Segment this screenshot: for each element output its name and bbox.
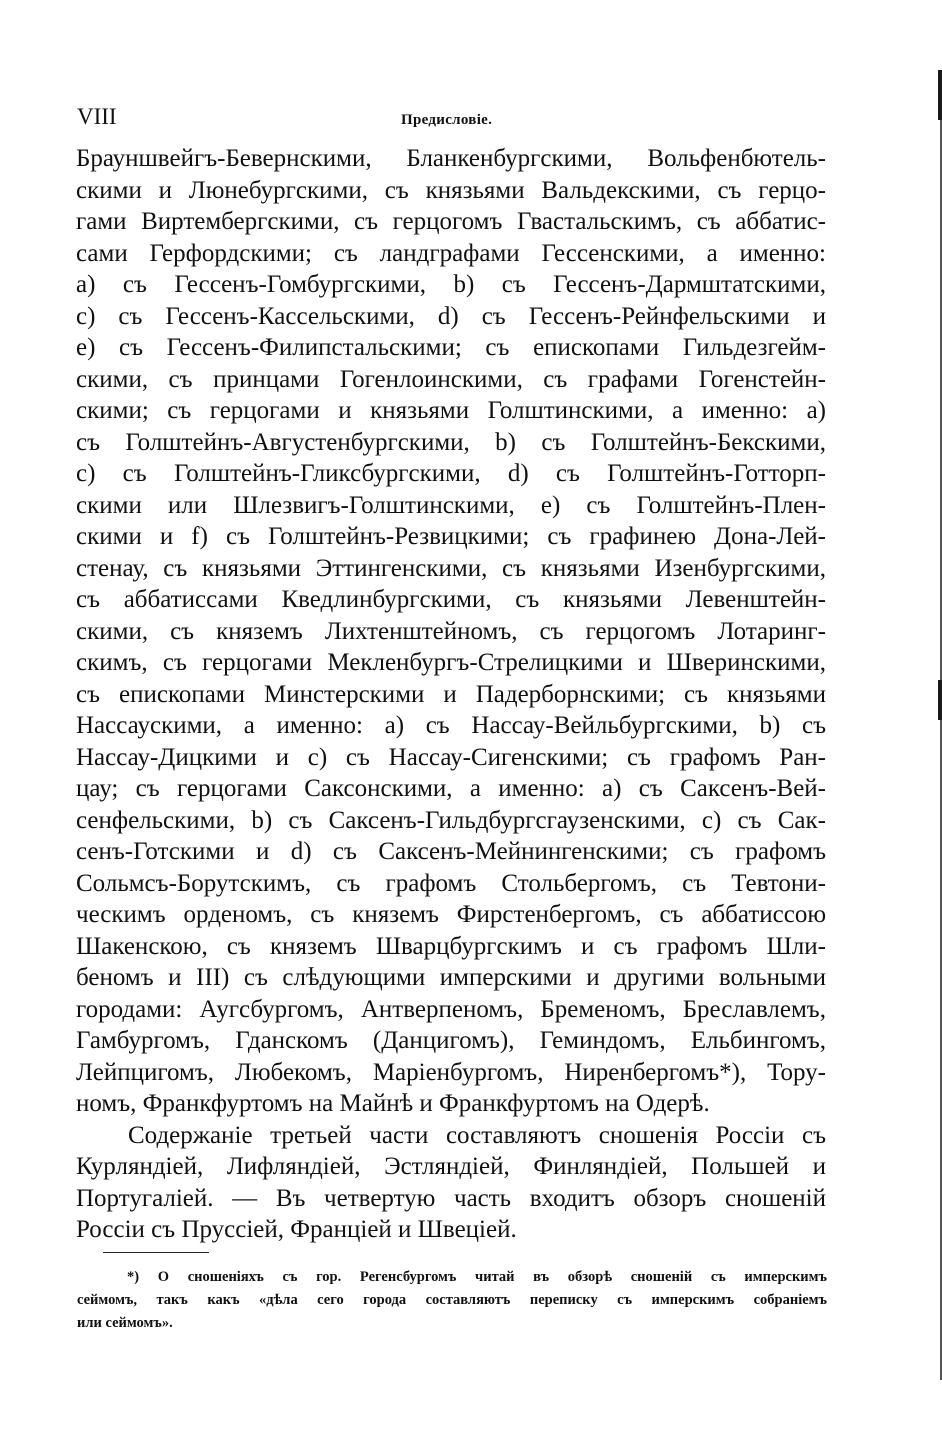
- text-line: Курляндіей, Лифляндіей, Эстляндіей, Финляндіей, Польшей и: [76, 1153, 826, 1180]
- footnote: [77, 1266, 827, 1335]
- running-title: Предисловіе.: [401, 112, 493, 128]
- text-line: сенъ-Готскими и d) съ Саксенъ-Мейнингенскими; съ графомъ: [76, 838, 826, 865]
- footnote-line: сеймомъ, такъ какъ «дѣла сего города составляютъ переписку съ имперскимъ собраніемъ: [77, 1292, 827, 1308]
- text-line: Португаліей. — Въ четвертую часть входитъ обзоръ сношеній: [76, 1184, 826, 1212]
- footnote-divider: [103, 1252, 209, 1253]
- text-line: Лейпцигомъ, Любекомъ, Маріенбургомъ, Ниренбергомъ*), Тору-: [76, 1058, 826, 1086]
- footnote-line: или сеймомъ».: [77, 1315, 173, 1331]
- footnote-line: *) О сношеніяхъ съ гор. Регенсбургомъ читай въ обзорѣ сношеній съ имперскимъ: [127, 1269, 827, 1285]
- text-line: городами: Аугсбургомъ, Антверпеномъ, Бременомъ, Бреславлемъ,: [76, 995, 826, 1023]
- text-line: цау; съ герцогами Саксонскими, а именно: a) съ Саксенъ-Вей-: [76, 775, 826, 802]
- paragraph-start-line: Содержаніе третьей части составляютъ сношенія Россіи съ: [128, 1121, 826, 1149]
- text-line: скими, съ принцами Гогенлоинскими, съ графами Гогенстейн-: [76, 365, 826, 393]
- body-text: [76, 143, 826, 1246]
- text-line: Нассаускими, а именно: a) съ Нассау-Вейльбургскими, b) съ: [76, 712, 826, 739]
- scan-edge-mark: [938, 70, 942, 120]
- text-line: стенау, съ князьями Эттингенскими, съ князьями Изенбургскими,: [76, 554, 826, 582]
- text-line: Гамбургомъ, Гданскомъ (Данцигомъ), Геминдомъ, Ельбингомъ,: [76, 1027, 826, 1054]
- text-line: съ епископами Минстерскими и Падерборнскими; съ князьями: [76, 680, 826, 708]
- scan-edge-mark: [938, 680, 942, 720]
- text-line: e) съ Гессенъ-Филипстальскими; съ епископами Гильдезгейм-: [76, 334, 826, 361]
- text-line: съ аббатиссами Кведлинбургскими, съ князьями Левенштейн-: [76, 586, 826, 613]
- text-line: Россіи съ Пруссіей, Франціей и Швеціей.: [76, 1216, 517, 1243]
- text-line: скими и f) съ Голштейнъ-Резвицкими; съ графинею Дона-Лей-: [76, 523, 826, 550]
- text-line: c) съ Голштейнъ-Гликсбургскими, d) съ Голштейнъ-Готторп-: [76, 460, 826, 487]
- text-line: скимъ, съ герцогами Мекленбургъ-Стрелицкими и Шверинскими,: [76, 649, 826, 676]
- text-line: гами Виртембергскими, съ герцогомъ Гвастальскимъ, съ аббатис-: [76, 208, 826, 235]
- text-line: a) съ Гессенъ-Гомбургскими, b) съ Гессенъ-Дармштатскими,: [76, 271, 826, 298]
- text-line: съ Голштейнъ-Августенбургскими, b) съ Голштейнъ-Бекскими,: [76, 428, 826, 456]
- text-line: скими, съ княземъ Лихтенштейномъ, съ герцогомъ Лотаринг-: [76, 617, 826, 645]
- text-line: Сольмсъ-Борутскимъ, съ графомъ Стольбергомъ, съ Тевтони-: [76, 869, 826, 897]
- text-line: скими или Шлезвигъ-Голштинскими, e) съ Голштейнъ-Плен-: [76, 491, 826, 519]
- text-line: номъ, Франкфуртомъ на Майнѣ и Франкфуртомъ на Одерѣ.: [76, 1090, 710, 1117]
- text-line: беномъ и III) съ слѣдующими имперскими и другими вольными: [76, 964, 826, 991]
- text-line: c) съ Гессенъ-Кассельскими, d) съ Гессенъ-Рейнфельскими и: [76, 302, 826, 330]
- page-number: VIII: [77, 104, 117, 129]
- text-line: сами Герфордскими; съ ландграфами Гессенскими, а именно:: [76, 239, 826, 267]
- text-line: Нассау-Дицкими и c) съ Нассау-Сигенскими; съ графомъ Ран-: [76, 743, 826, 771]
- text-line: ческимъ орденомъ, съ княземъ Фирстенбергомъ, съ аббатиссою: [76, 901, 826, 928]
- text-line: Шакенскою, съ княземъ Шварцбургскимъ и съ графомъ Шли-: [76, 932, 826, 960]
- page-header: [77, 104, 827, 134]
- text-line: скими; съ герцогами и князьями Голштинскими, а именно: a): [76, 397, 826, 424]
- text-line: сенфельскими, b) съ Саксенъ-Гильдбургсгаузенскими, c) съ Сак-: [76, 806, 826, 834]
- text-line: скими и Люнебургскими, съ князьями Вальдекскими, съ герцо-: [76, 176, 826, 204]
- text-line: Брауншвейгъ-Бевернскими, Бланкенбургскими, Вольфенбютель-: [76, 145, 826, 172]
